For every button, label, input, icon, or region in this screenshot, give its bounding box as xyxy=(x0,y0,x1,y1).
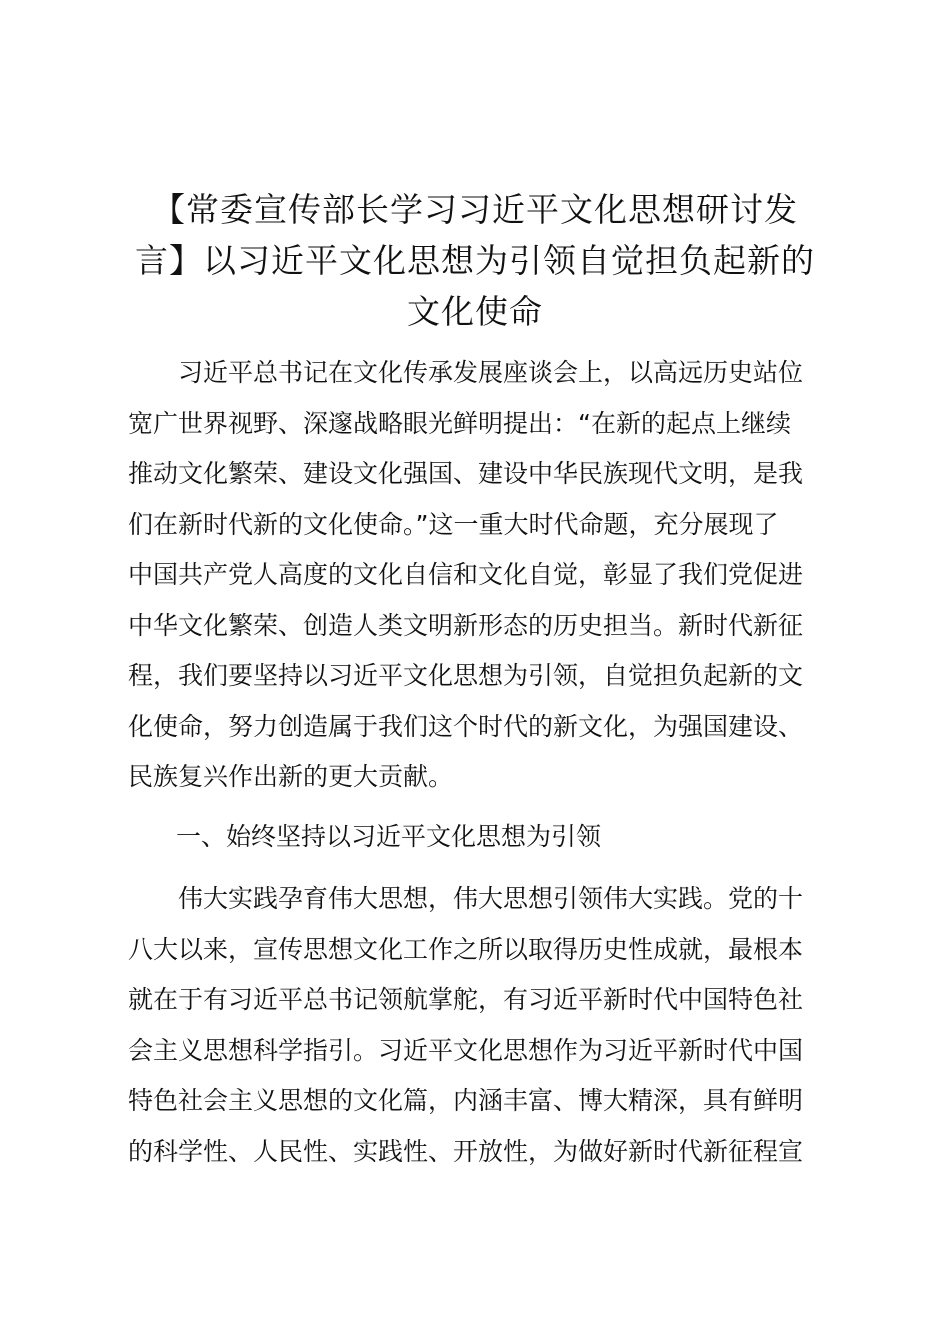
paragraph-line: 推动文化繁荣、建设文化强国、建设中华民族现代文明，是我 xyxy=(128,459,804,488)
paragraph-line: 们在新时代新的文化使命。”这一重大时代命题，充分展现了 xyxy=(128,509,779,539)
title-line: 言】以习近平文化思想为引领自觉担负起新的 xyxy=(135,241,815,280)
title-line: 【常委宣传部长学习习近平文化思想研讨发 xyxy=(152,190,798,229)
paragraph-line: 民族复兴作出新的更大贡献。 xyxy=(128,762,454,791)
paragraph-line: 的科学性、人民性、实践性、开放性，为做好新时代新征程宣 xyxy=(128,1136,804,1166)
paragraph-line: 习近平总书记在文化传承发展座谈会上，以高远历史站位 xyxy=(178,358,804,387)
paragraph-line: 宽广世界视野、深邃战略眼光鲜明提出：“在新的起点上继续 xyxy=(128,408,791,438)
paragraph-line: 就在于有习近平总书记领航掌舵，有习近平新时代中国特色社 xyxy=(128,985,804,1014)
paragraph-intro xyxy=(128,348,838,803)
paragraph-line: 化使命，努力创造属于我们这个时代的新文化，为强国建设、 xyxy=(128,711,804,741)
section-heading: 一、始终坚持以习近平文化思想为引领 xyxy=(176,822,602,851)
title-line: 文化使命 xyxy=(407,292,543,331)
paragraph-line: 程，我们要坚持以习近平文化思想为引领，自觉担负起新的文 xyxy=(128,661,804,690)
paragraph-line: 八大以来，宣传思想文化工作之所以取得历史性成就，最根本 xyxy=(128,934,804,964)
paragraph-line: 会主义思想科学指引。习近平文化思想作为习近平新时代中国 xyxy=(128,1035,804,1065)
document-title xyxy=(120,184,830,337)
paragraph-line: 特色社会主义思想的文化篇，内涵丰富、博大精深，具有鲜明 xyxy=(128,1086,804,1115)
paragraph-section1 xyxy=(128,874,838,1177)
paragraph-line: 伟大实践孕育伟大思想，伟大思想引领伟大实践。党的十 xyxy=(178,884,804,913)
paragraph-line: 中华文化繁荣、创造人类文明新形态的历史担当。新时代新征 xyxy=(128,610,804,640)
paragraph-line: 中国共产党人高度的文化自信和文化自觉，彰显了我们党促进 xyxy=(128,560,804,589)
